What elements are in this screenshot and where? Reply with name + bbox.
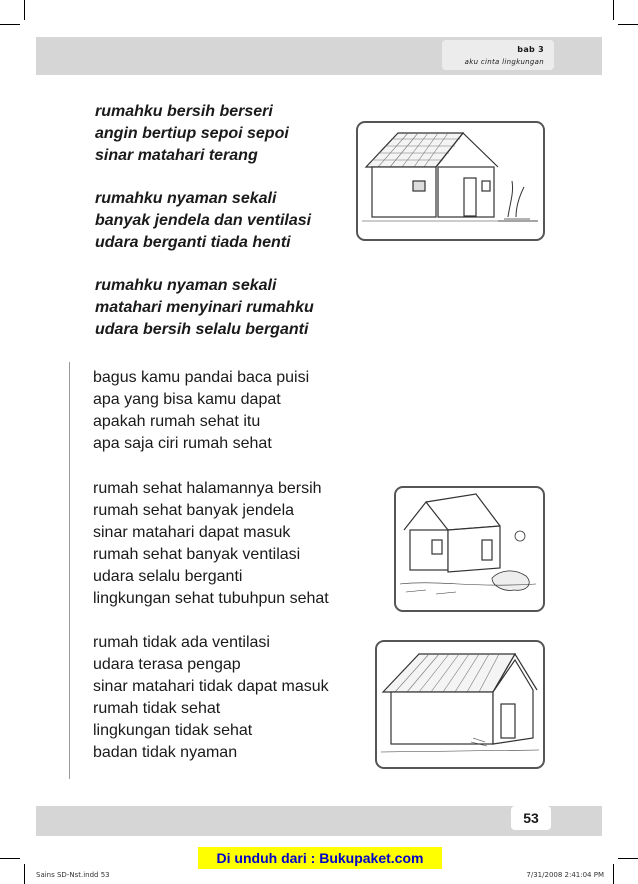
text-line: udara selalu berganti (93, 568, 243, 585)
poem-line: rumahku nyaman sekali (95, 190, 277, 207)
text-line: lingkungan tidak sehat (93, 722, 253, 739)
poem-line: rumahku nyaman sekali (95, 277, 277, 294)
text-line: lingkungan sehat tubuhpun sehat (93, 590, 329, 607)
print-timestamp: 7/31/2008 2:41:04 PM (526, 871, 604, 879)
crop-mark (24, 864, 25, 884)
crop-mark (0, 858, 20, 859)
crop-mark (613, 0, 614, 20)
crop-mark (613, 864, 614, 884)
poem-line: banyak jendela dan ventilasi (95, 212, 312, 229)
text-line: rumah sehat banyak jendela (93, 502, 295, 519)
house-illustration-unhealthy (375, 640, 545, 769)
text-line: apakah rumah sehat itu (93, 413, 261, 430)
text-line: sinar matahari tidak dapat masuk (93, 678, 329, 695)
poem-line: matahari menyinari rumahku (95, 299, 314, 316)
margin-rule (69, 362, 70, 779)
text-line: rumah tidak sehat (93, 700, 221, 717)
file-slug: Sains SD-Nst.indd 53 (36, 871, 110, 879)
text-line: bagus kamu pandai baca puisi (93, 369, 310, 386)
house-illustration-healthy (394, 486, 545, 612)
paragraph-intro (93, 367, 309, 455)
house-illustration-clean (356, 121, 545, 241)
poem-stanza-2 (95, 188, 311, 254)
poem-line: udara bersih selalu berganti (95, 321, 309, 338)
paragraph-healthy-house (93, 478, 329, 610)
poem-line: sinar matahari terang (95, 147, 258, 164)
text-line: rumah sehat halamannya bersih (93, 480, 322, 497)
crop-mark (0, 24, 20, 25)
text-line: rumah tidak ada ventilasi (93, 634, 270, 651)
text-line: udara terasa pengap (93, 656, 241, 673)
crop-mark (24, 0, 25, 20)
poem-line: rumahku bersih berseri (95, 103, 273, 120)
text-line: badan tidak nyaman (93, 744, 238, 761)
crop-mark (618, 858, 638, 859)
chapter-title: aku cinta lingkungan (464, 58, 544, 66)
chapter-number: bab 3 (517, 45, 544, 54)
download-source-banner: Di unduh dari : Bukupaket.com (198, 847, 442, 869)
poem-stanza-1 (95, 101, 289, 167)
poem-stanza-3 (95, 275, 314, 341)
page-number: 53 (511, 806, 551, 830)
poem-line: udara berganti tiada henti (95, 234, 291, 251)
text-line: apa saja ciri rumah sehat (93, 435, 272, 452)
text-line: apa yang bisa kamu dapat (93, 391, 281, 408)
crop-mark (618, 24, 638, 25)
poem-line: angin bertiup sepoi sepoi (95, 125, 289, 142)
text-line: sinar matahari dapat masuk (93, 524, 291, 541)
text-line: rumah sehat banyak ventilasi (93, 546, 301, 563)
paragraph-unhealthy-house (93, 632, 329, 764)
